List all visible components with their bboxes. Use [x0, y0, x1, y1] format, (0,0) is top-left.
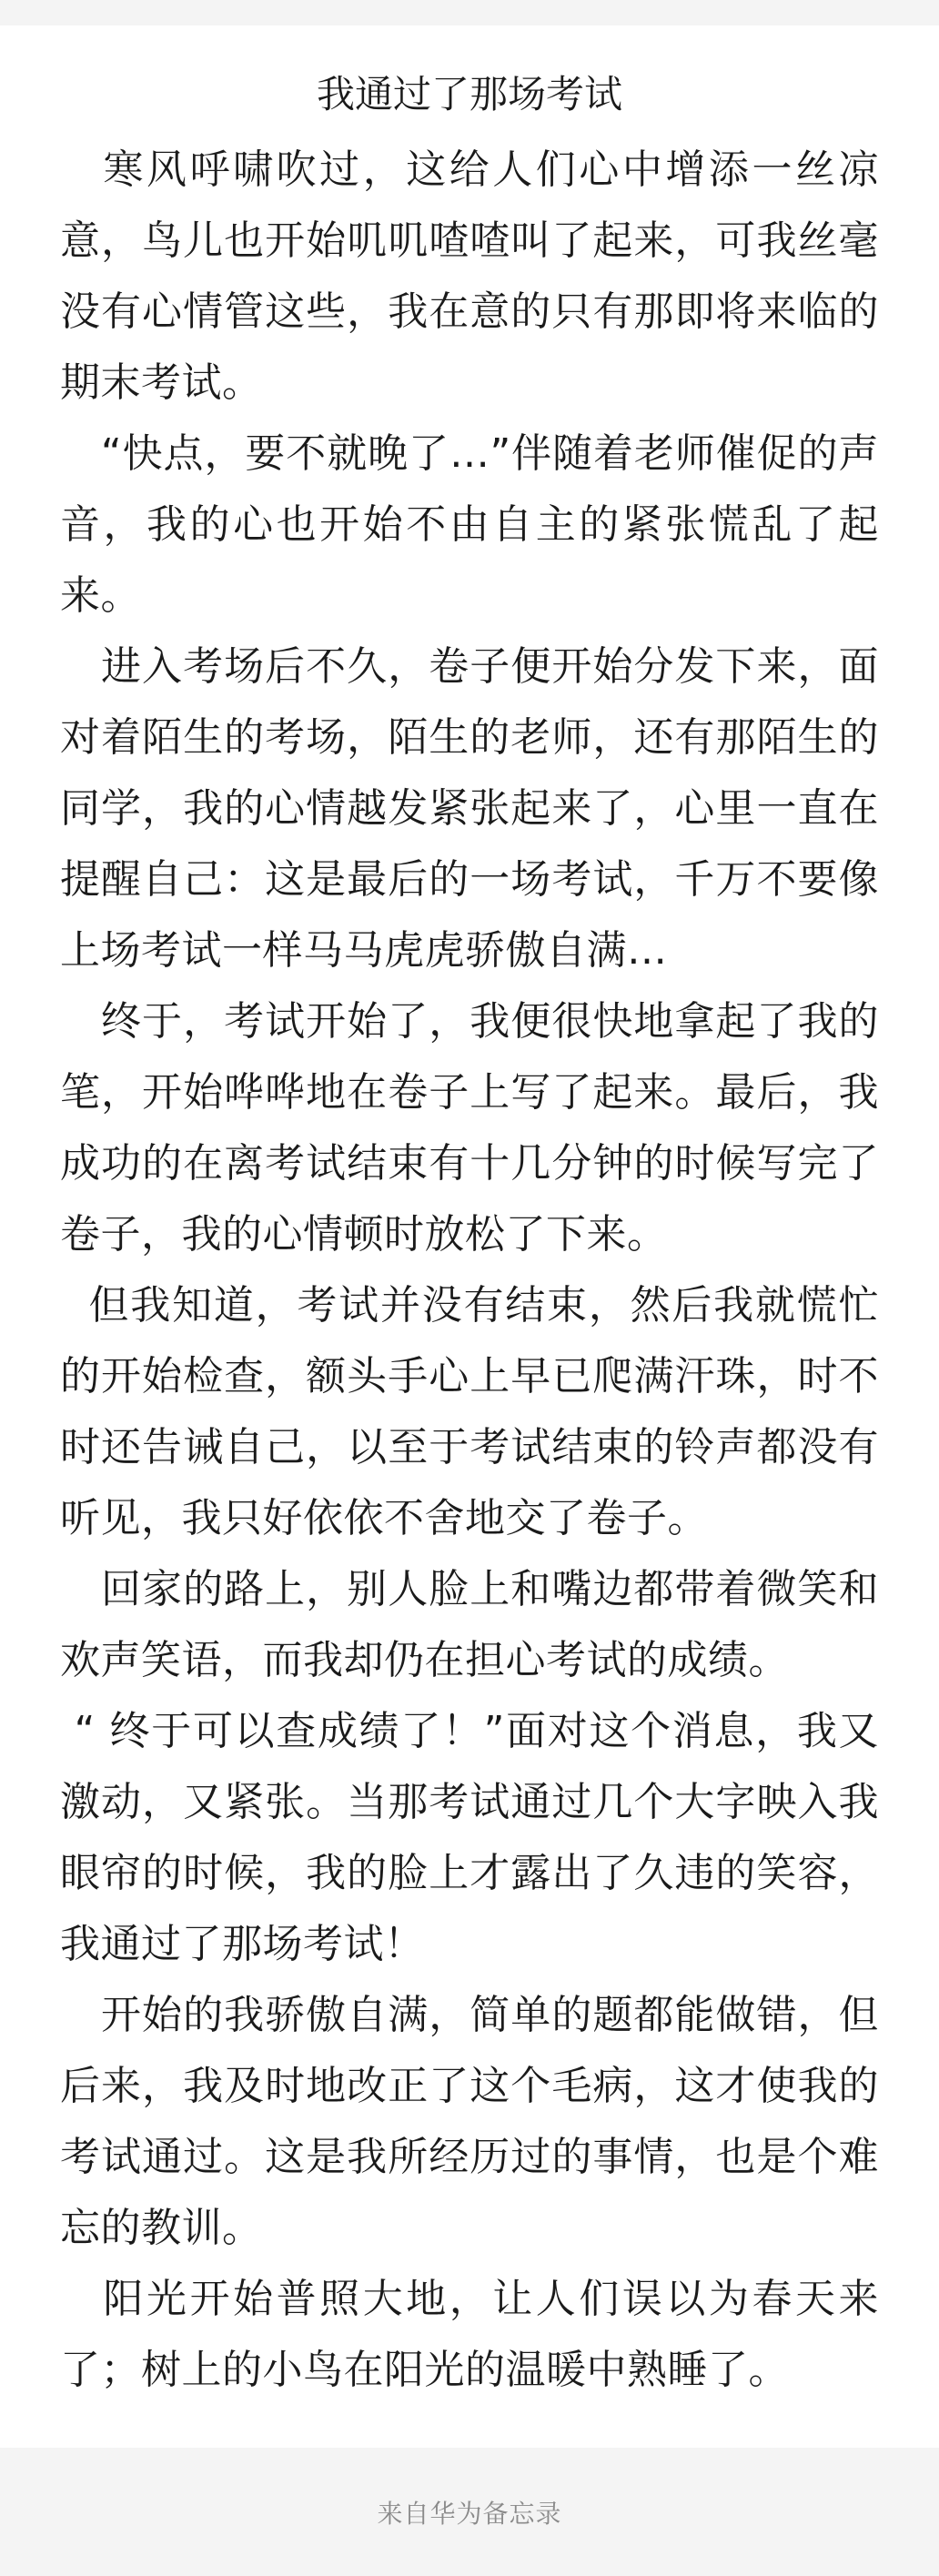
paragraph: “快点，要不就晚了…”伴随着老师催促的声音，我的心也开始不由自主的紧张慌乱了起来。	[60, 430, 879, 619]
paragraph: 终于，考试开始了，我便很快地拿起了我的笔，开始哗哗地在卷子上写了起来。最后，我成功的在离考试结束有十几分钟的时候写完了卷子，我的心情顿时放松了下来。	[60, 998, 879, 1258]
paragraph: 开始的我骄傲自满，简单的题都能做错，但后来，我及时地改正了这个毛病，这才使我的考试通过。这是我所经历过的事情，也是个难忘的教训。	[60, 1992, 879, 2251]
note-title: 我通过了那场考试	[316, 72, 622, 116]
note-body	[60, 135, 879, 2406]
source-label: 来自华为备忘录	[377, 2498, 562, 2529]
paragraph: 进入考场后不久，卷子便开始分发下来，面对着陌生的考场，陌生的老师，还有那陌生的同学，我的心情越发紧张起来了，心里一直在提醒自己：这是最后的一场考试，千万不要像上场考试一样马马虎虎骄傲自满…	[60, 643, 879, 974]
paragraph: 阳光开始普照大地，让人们误以为春天来了；树上的小鸟在阳光的温暖中熟睡了。	[60, 2276, 879, 2393]
paragraph: 但我知道，考试并没有结束，然后我就慌忙的开始检查，额头手心上早已爬满汗珠，时不时还告诫自己，以至于考试结束的铃声都没有听见，我只好依依不舍地交了卷子。	[60, 1282, 879, 1541]
paragraph: 回家的路上，别人脸上和嘴边都带着微笑和欢声笑语，而我却仍在担心考试的成绩。	[60, 1566, 879, 1683]
footer	[0, 2448, 939, 2576]
note-card	[0, 25, 939, 2448]
paragraph: 寒风呼啸吹过，这给人们心中增添一丝凉意，鸟儿也开始叽叽喳喳叫了起来，可我丝毫没有心情管这些，我在意的只有那即将来临的期末考试。	[60, 146, 879, 406]
paragraph: “ 终于可以查成绩了！”面对这个消息，我又激动，又紧张。当那考试通过几个大字映入我眼帘的时候，我的脸上才露出了久违的笑容，我通过了那场考试！	[60, 1708, 879, 1967]
